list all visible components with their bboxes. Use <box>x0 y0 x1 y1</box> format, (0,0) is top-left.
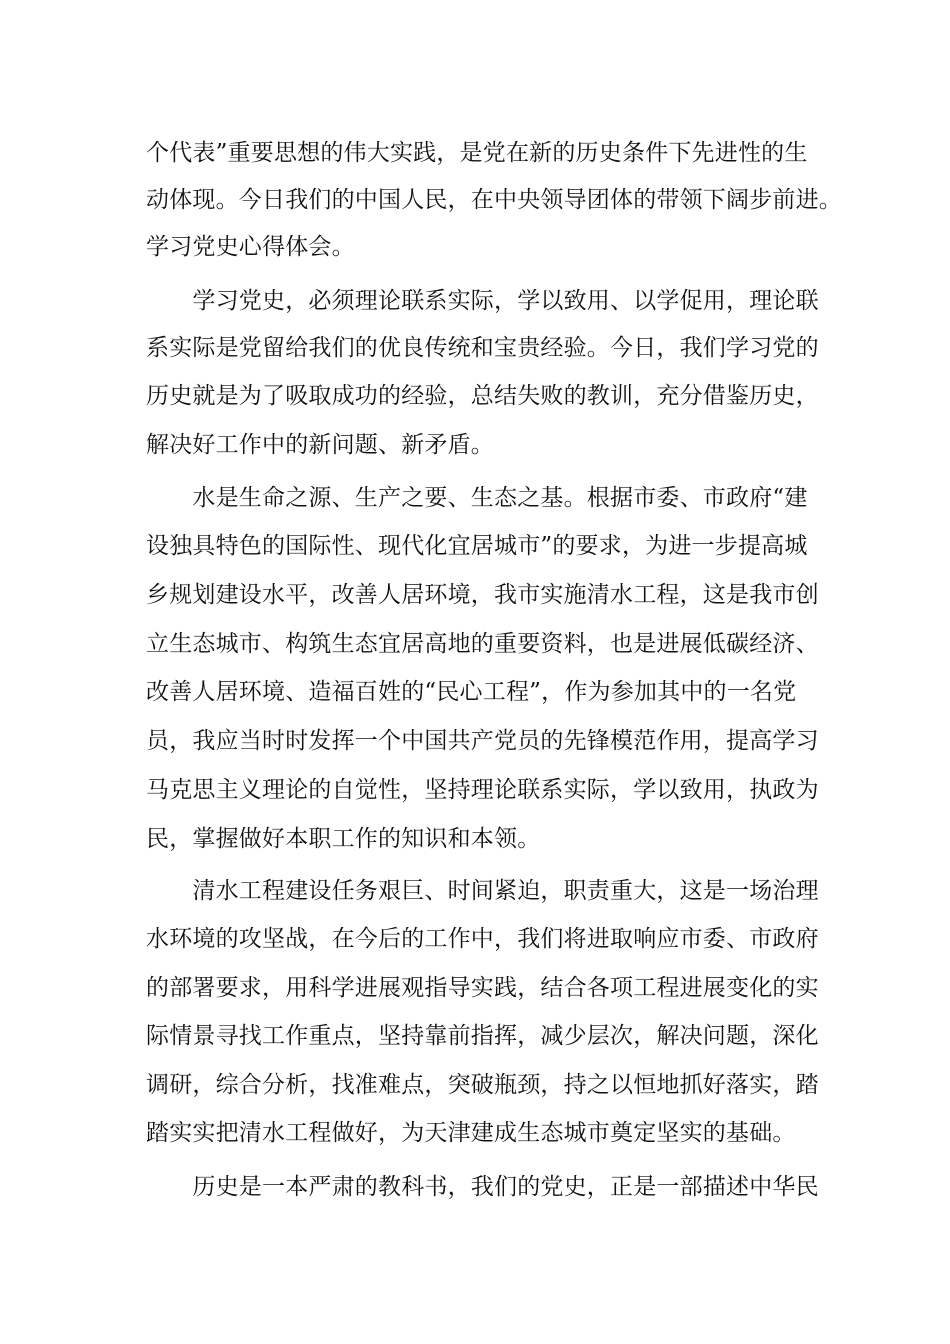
text-line: 民，掌握做好本职工作的知识和本领。 <box>146 826 541 852</box>
text-line: 水环境的攻坚战，在今后的工作中，我们将进取响应市委、市政府 <box>146 926 819 952</box>
text-line: 历史就是为了吸取成功的经验，总结失败的教训，充分借鉴历史， <box>146 383 819 409</box>
text-line: 乡规划建设水平，改善人居环境，我市实施清水工程，这是我市创 <box>146 582 819 608</box>
text-line: 系实际是党留给我们的优良传统和宝贵经验。今日，我们学习党的 <box>146 335 819 361</box>
text-line: 解决好工作中的新问题、新矛盾。 <box>146 432 494 458</box>
text-line: 动体现。今日我们的中国人民，在中央领导团体的带领下阔步前进。 <box>146 187 842 213</box>
text-line: 个代表”重要思想的伟大实践，是党在新的历史条件下先进性的生 <box>146 140 808 166</box>
text-line: 设独具特色的国际性、现代化宜居城市”的要求，为进一步提高城 <box>146 533 808 559</box>
text-line: 马克思主义理论的自觉性，坚持理论联系实际，学以致用，执政为 <box>146 777 819 803</box>
text-line: 际情景寻找工作重点，坚持靠前指挥，减少层次，解决问题，深化 <box>146 1023 819 1049</box>
text-line: 学习党史，必须理论联系实际，学以致用、以学促用，理论联 <box>146 288 819 314</box>
text-line: 历史是一本严肃的教科书，我们的党史，正是一部描述中华民 <box>146 1174 819 1200</box>
text-line: 员，我应当时时发挥一个中国共产党员的先锋模范作用，提高学习 <box>146 728 819 754</box>
text-line: 调研，综合分析，找准难点，突破瓶颈，持之以恒地抓好落实，踏 <box>146 1072 819 1098</box>
text-line: 改善人居环境、造福百姓的“民心工程”，作为参加其中的一名党 <box>146 679 797 705</box>
text-line: 踏实实把清水工程做好，为天津建成生态城市奠定坚实的基础。 <box>146 1120 796 1146</box>
text-line: 学习党史心得体会。 <box>146 234 355 260</box>
text-line: 水是生命之源、生产之要、生态之基。根据市委、市政府“建 <box>146 485 808 511</box>
text-line: 立生态城市、构筑生态宜居高地的重要资料，也是进展低碳经济、 <box>146 631 819 657</box>
text-line: 的部署要求，用科学进展观指导实践，结合各项工程进展变化的实 <box>146 975 819 1001</box>
text-line: 清水工程建设任务艰巨、时间紧迫，职责重大，这是一场治理 <box>146 878 819 904</box>
